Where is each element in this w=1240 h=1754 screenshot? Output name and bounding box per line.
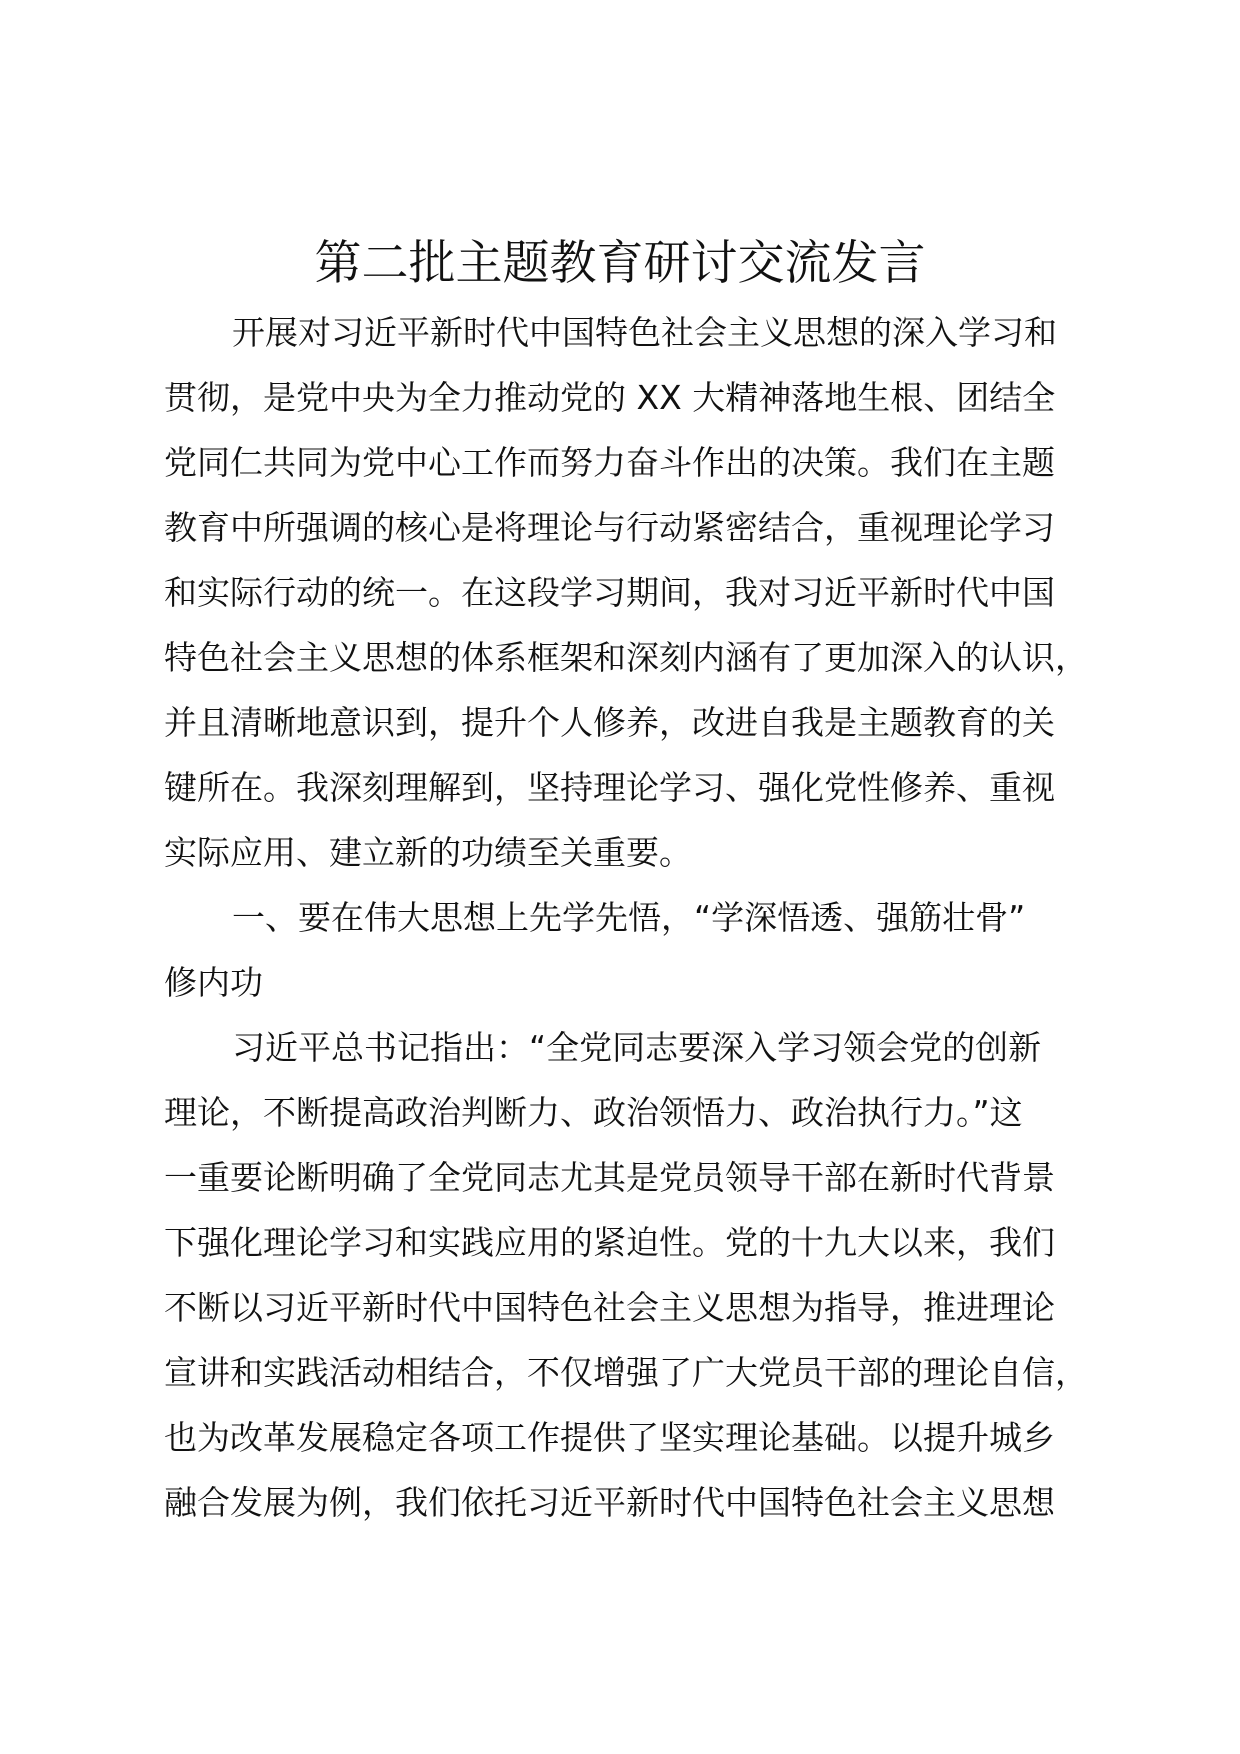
paragraph-line: 习近平总书记指出：“全党同志要深入学习领会党的创新: [232, 1028, 1042, 1067]
paragraph-line: 下强化理论学习和实践应用的紧迫性。党的十九大以来，我们: [164, 1223, 1055, 1262]
paragraph-line: 融合发展为例，我们依托习近平新时代中国特色社会主义思想: [164, 1483, 1055, 1522]
paragraph-line: 宣讲和实践活动相结合，不仅增强了广大党员干部的理论自信，: [164, 1353, 1088, 1392]
paragraph-line: 党同仁共同为党中心工作而努力奋斗作出的决策。我们在主题: [164, 443, 1055, 482]
section-heading-line: 修内功: [164, 963, 263, 1002]
document-body: [164, 300, 1088, 1535]
paragraph-line: 贯彻，是党中央为全力推动党的 XX 大精神落地生根、团结全: [164, 378, 1056, 417]
paragraph-line: 特色社会主义思想的体系框架和深刻内涵有了更加深入的认识，: [164, 638, 1088, 677]
section-heading-line: 一、要在伟大思想上先学先悟，“学深悟透、强筋壮骨”: [232, 898, 1026, 937]
document-title: 第二批主题教育研讨交流发言: [314, 236, 926, 291]
paragraph-line: 理论，不断提高政治判断力、政治领悟力、政治执行力。”这: [164, 1093, 1023, 1132]
paragraph-line: 并且清晰地意识到，提升个人修养，改进自我是主题教育的关: [164, 703, 1055, 742]
paragraph-line: 实际应用、建立新的功绩至关重要。: [164, 833, 692, 872]
paragraph-line: 也为改革发展稳定各项工作提供了坚实理论基础。以提升城乡: [164, 1418, 1055, 1457]
paragraph-line: 和实际行动的统一。在这段学习期间，我对习近平新时代中国: [164, 573, 1055, 612]
paragraph-line: 不断以习近平新时代中国特色社会主义思想为指导，推进理论: [164, 1288, 1055, 1327]
paragraph-line: 开展对习近平新时代中国特色社会主义思想的深入学习和: [232, 313, 1057, 352]
paragraph-line: 一重要论断明确了全党同志尤其是党员领导干部在新时代背景: [164, 1158, 1055, 1197]
paragraph-line: 教育中所强调的核心是将理论与行动紧密结合，重视理论学习: [164, 508, 1055, 547]
paragraph-line: 键所在。我深刻理解到，坚持理论学习、强化党性修养、重视: [164, 768, 1055, 807]
